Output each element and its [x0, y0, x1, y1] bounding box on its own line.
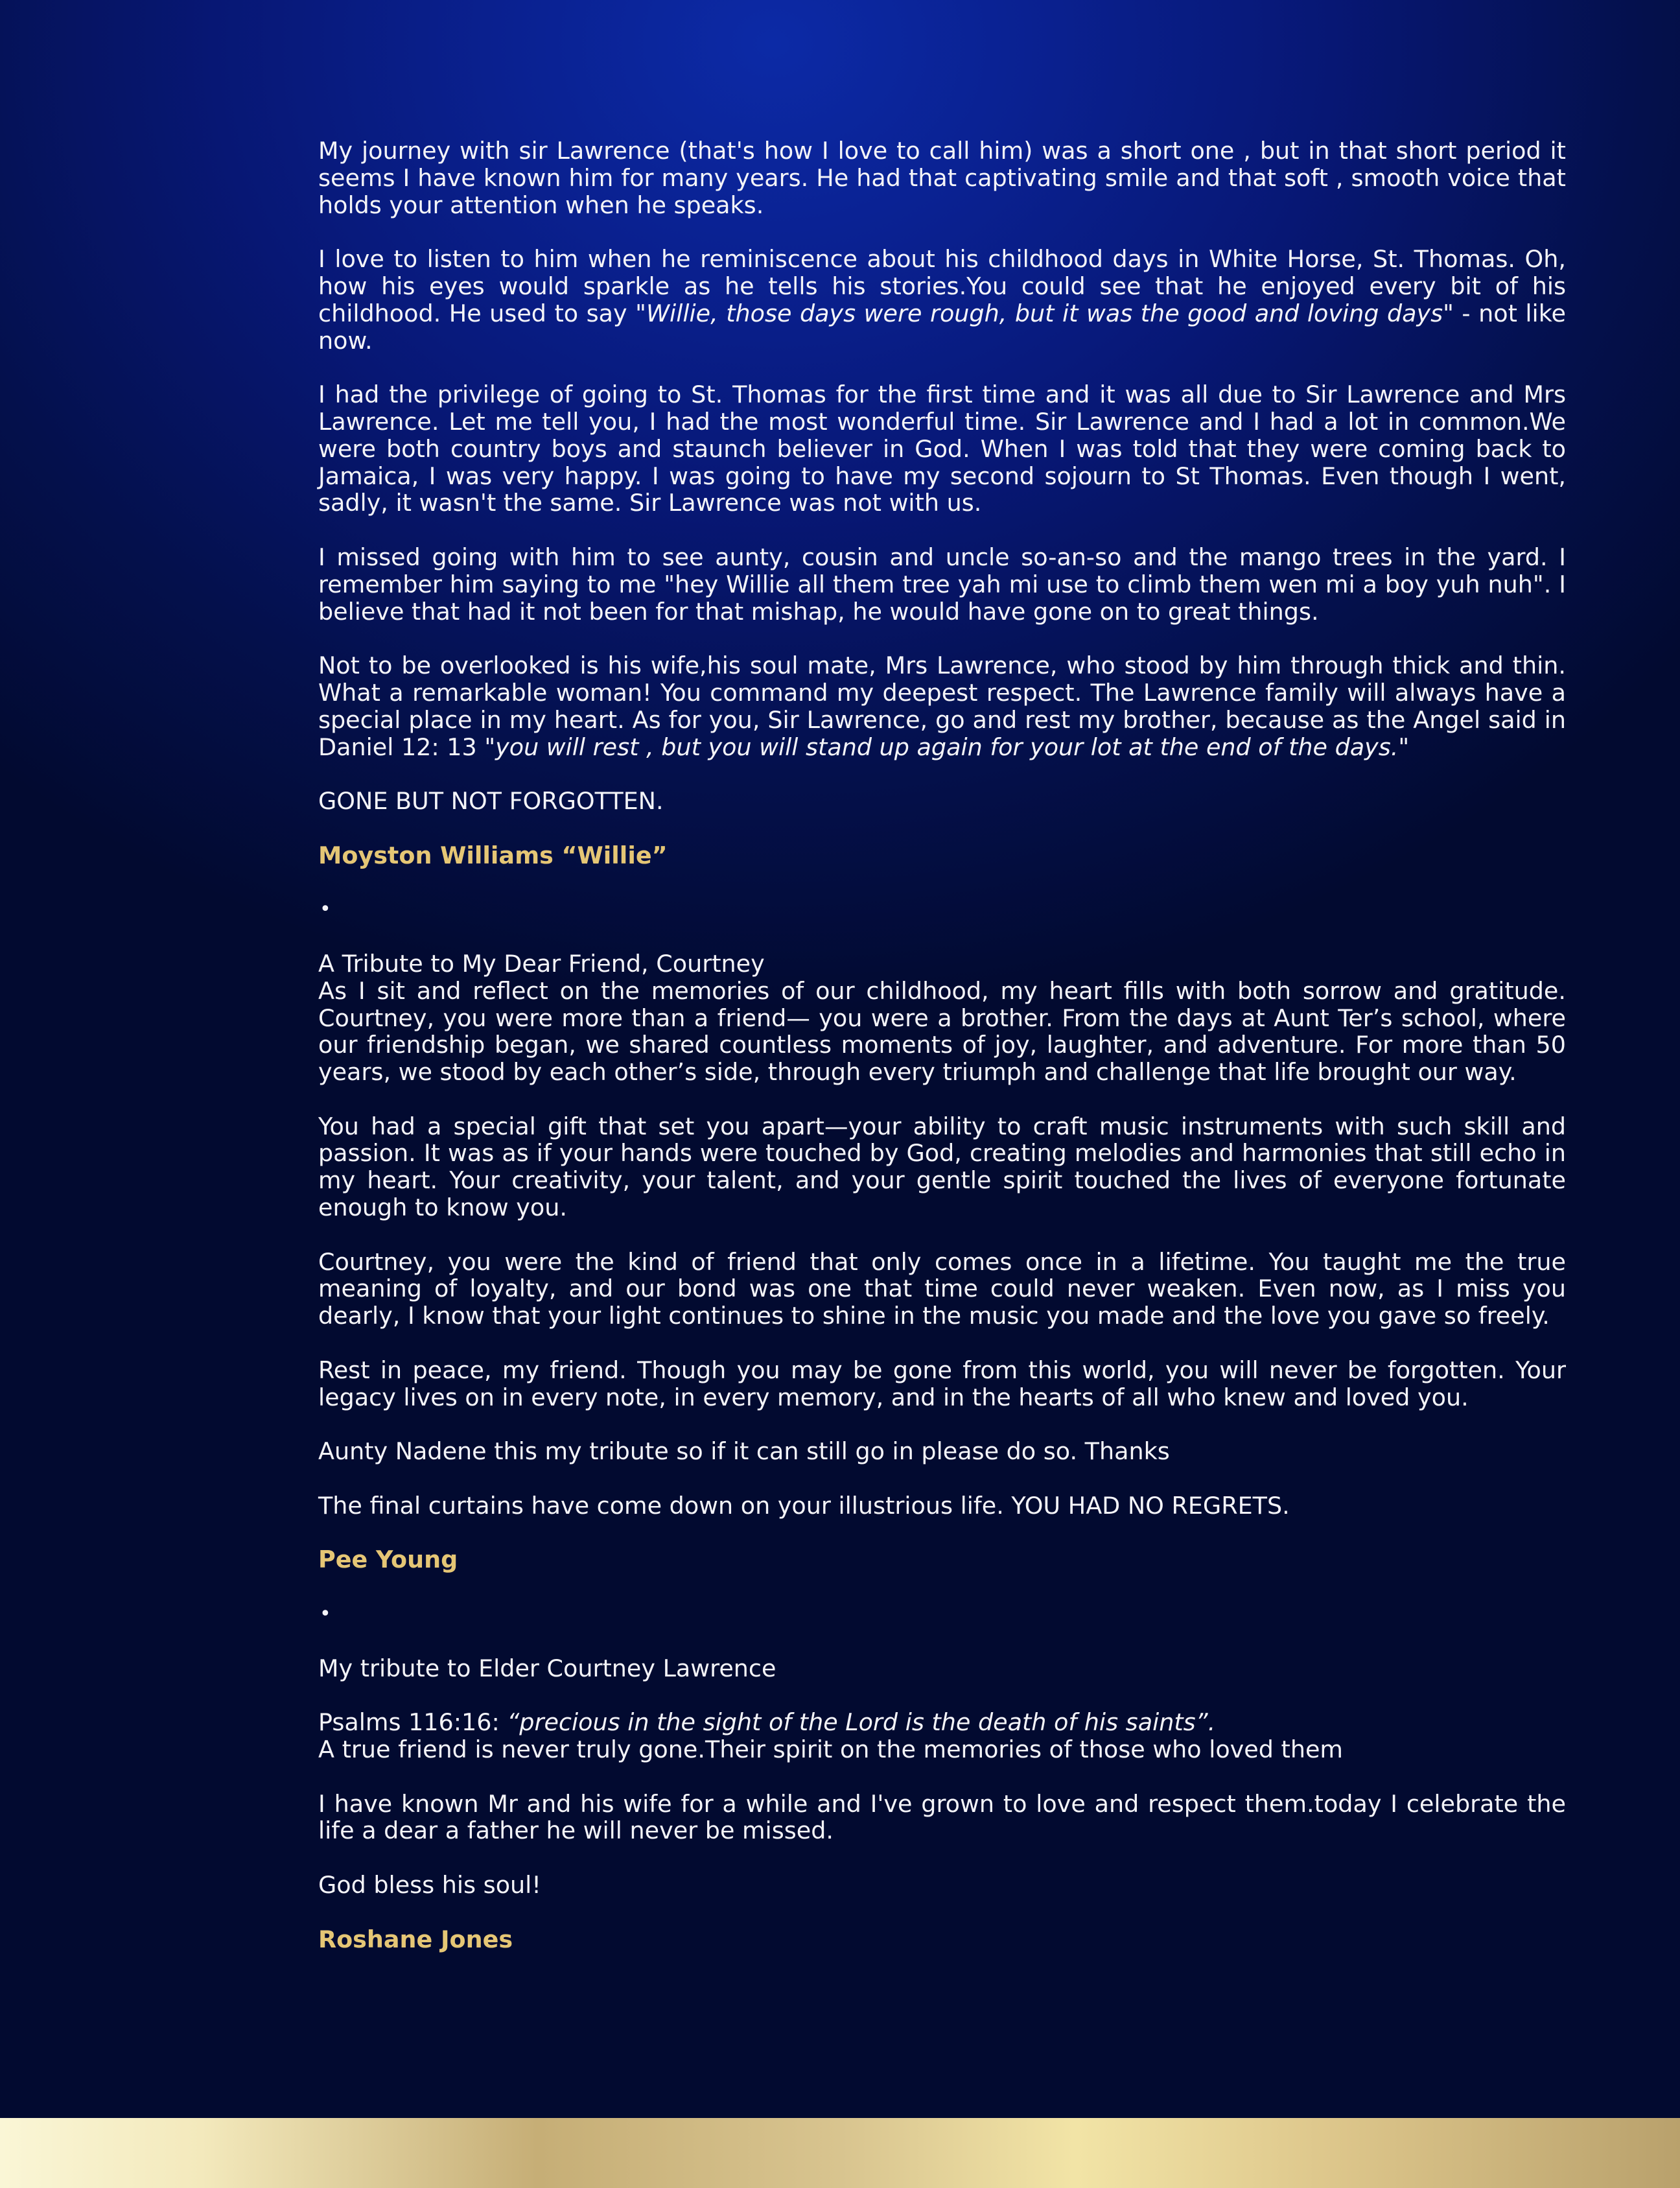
signature: Moyston Williams “Willie”: [318, 841, 668, 869]
closing-line: GONE BUT NOT FORGOTTEN.: [318, 787, 664, 816]
psalm-quote: “precious in the sight of the Lord is the death of his saints”.: [507, 1708, 1216, 1737]
paragraph: [318, 246, 1566, 354]
paragraph-text: I love to listen to him when he reminiscence about his childhood days in White Horse, St. Thomas. Oh, how his eyes would sparkle as he tells his stories.You could see that he enjoyed every bit of his childhood. He used to say: [318, 245, 1566, 327]
paragraph: My journey with sir Lawrence (that's how I love to call him) was a short one , but in that short period it seems I have known him for many years. He had that captivating smile and that soft , smooth voice that holds your attention when he speaks.: [318, 137, 1566, 219]
tributes-page-content: [318, 137, 1566, 1980]
psalm-line: [318, 1709, 1566, 1736]
separator-bullet: •: [320, 1603, 331, 1626]
paragraph-text: - not like now.: [318, 299, 1566, 355]
gold-footer-band: [0, 2118, 1680, 2188]
paragraph: [318, 652, 1566, 760]
tribute-willie: [318, 137, 1566, 869]
tribute-pee-young: [318, 950, 1566, 1573]
tribute-title: My tribute to Elder Courtney Lawrence: [318, 1654, 776, 1682]
paragraph: God bless his soul!: [318, 1871, 541, 1899]
paragraph: As I sit and reflect on the memories of our childhood, my heart fills with both sorrow and gratitude. Courtney, you were more than a friend— you were a brother. From the days at Aunt Ter’s school, where our friendship began, we shared countless moments of joy, laughter, and adventure. For more than 50 years, we stood by each other’s side, through every triumph and challenge that life brought our way.: [318, 976, 1566, 1087]
paragraph: Aunty Nadene this my tribute so if it can still go in please do so. Thanks: [318, 1437, 1170, 1466]
separator-bullet: •: [320, 898, 331, 921]
signature: Roshane Jones: [318, 1925, 513, 1953]
paragraph: I have known Mr and his wife for a while and I've grown to love and respect them.today I celebrate the life a dear a father he will never be missed.: [318, 1789, 1566, 1845]
paragraph: Rest in peace, my friend. Though you may be gone from this world, you will never be forgotten. Your legacy lives on in every note, in every memory, and in the hearts of all who knew and loved you.: [318, 1356, 1566, 1411]
quote: "Willie, those days were rough, but it was the good and loving days": [635, 299, 1454, 327]
paragraph: Courtney, you were the kind of friend that only comes once in a lifetime. You taught me the true meaning of loyalty, and our bond was one that time could never weaken. Even now, as I miss you dearly, I know that your light continues to shine in the music you made and the love you gave so freely.: [318, 1247, 1566, 1330]
paragraph: I had the privilege of going to St. Thomas for the first time and it was all due to Sir Lawrence and Mrs Lawrence. Let me tell you, I had the most wonderful time. Sir Lawrence and I had a lot in common.We were both country boys and staunch believer in God. When I was told that they were coming back to Jamaica, I was very happy. I was going to have my second sojourn to St Thomas. Even though I went, sadly, it wasn't the same. Sir Lawrence was not with us.: [318, 381, 1566, 517]
psalm-reference: Psalms 116:16:: [318, 1708, 508, 1737]
paragraph: I missed going with him to see aunty, cousin and uncle so-an-so and the mango trees in the yard. I remember him saying to me "hey Willie all them tree yah mi use to climb them wen mi a boy yuh nuh". I believe that had it not been for that mishap, he would have gone on to great things.: [318, 543, 1566, 626]
paragraph-text: Not to be overlooked is his wife,his soul mate, Mrs Lawrence, who stood by him through thick and thin. What a remarkable woman! You command my deepest respect. The Lawrence family will always have a special place in my heart. As for you, Sir Lawrence, go and rest my brother, because as the Angel said in Daniel 12: 13: [318, 652, 1566, 761]
signature: Pee Young: [318, 1546, 458, 1574]
paragraph: The final curtains have come down on your illustrious life. YOU HAD NO REGRETS.: [318, 1491, 1290, 1520]
tribute-roshane-jones: [318, 1655, 1566, 1953]
tribute-title: A Tribute to My Dear Friend, Courtney: [318, 949, 765, 978]
quote: "you will rest , but you will stand up again for your lot at the end of the days.": [484, 733, 1410, 761]
paragraph: You had a special gift that set you apart—your ability to craft music instruments with such skill and passion. It was as if your hands were touched by God, creating melodies and harmonies that still echo in my heart. Your creativity, your talent, and your gentle spirit touched the lives of everyone fortunate enough to know you.: [318, 1112, 1566, 1222]
paragraph: A true friend is never truly gone.Their spirit on the memories of those who loved them: [318, 1735, 1343, 1764]
